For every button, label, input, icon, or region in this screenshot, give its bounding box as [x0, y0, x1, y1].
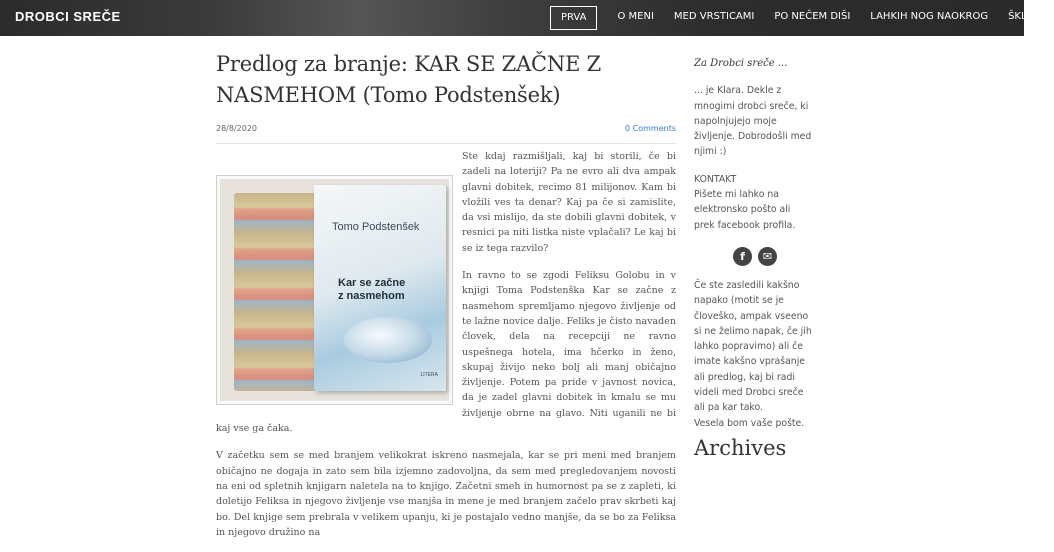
sidebar-heading: Za Drobci sreče ...	[694, 58, 788, 69]
book-publisher: LITERA	[420, 371, 438, 378]
book-cover-title	[338, 277, 405, 303]
contact-text: Pišete mi lahko na elektronsko pošto ali prek facebook profila.	[694, 189, 796, 231]
paragraph-2: In ravno to se zgodi Feliksu Golobu in v knjigi Toma Podstenška Kar se začne z nasmehom spremljamo njegovo življenje od te lažne novice dalje. Feliks je čisto navaden človek, dela na recepciji ne ravno uspešnega hotela, ima hčerko in ženo, skupaj živijo neko bolj ali manj običajno življenje. Potem pa pride v javnost novica, da je zadel glavni dobitek in kmalu se mu življenje obrne na glavo. Niti uganili ne bi kaj vse ga čaka.	[216, 270, 676, 435]
banknotes-image	[234, 193, 322, 391]
post-date: 28/8/2020	[216, 124, 258, 133]
book-author: Tomo Podstenšek	[332, 221, 420, 233]
main-nav	[550, 6, 1054, 30]
book-title-line-2: z nasmehom	[338, 290, 405, 302]
nav-item-po-necem-disi[interactable]: PO NEČEM DIŠI	[774, 11, 851, 22]
book-photo[interactable]	[216, 175, 453, 405]
facebook-icon[interactable]: f	[733, 247, 752, 266]
sidebar-sign: Vesela bom vaše pošte.	[694, 417, 805, 429]
book-cover	[314, 185, 446, 391]
sidebar-note: Če ste zasledili kakšno napako (motit se je človeško, ampak vseeno si ne želimo napak, če jih lahko popravimo) ali če imate kakšno vprašanje ali predlog, kaj bi radi videli med Drobci sreče ali pa kar tako.	[694, 279, 812, 414]
nav-item-prva[interactable]: PRVA	[550, 6, 597, 30]
sidebar-intro: ... je Klara. Dekle z mnogimi drobci sreče, ki napolnjujejo moje življenje. Dobrodošli med njimi :)	[694, 85, 812, 158]
whale-illustration	[344, 317, 432, 363]
post-column	[216, 36, 676, 552]
archives-heading: Archives	[694, 435, 787, 460]
divider	[216, 143, 676, 144]
nav-item-med-vrsticami[interactable]: MED VRSTICAMI	[673, 11, 755, 22]
nav-item-o-meni[interactable]: O MENI	[617, 11, 654, 22]
paragraph-1: Ste kdaj razmišljali, kaj bi storili, če bi zadeli na loteriji? Pa ne evro ali dva ampak glavni dobitek, recimo 81 milijonov. Kam bi vložili ves ta denar? Kaj pa če si zamislite, da vsi mislijo, da ste dobili glavni dobitek, v resnici pa niti listka niste vplačali? Le kaj bi se iz tega razvilo?	[462, 151, 676, 254]
social-icons	[694, 247, 812, 266]
nav-item-lahkih-nog-naokrog[interactable]: LAHKIH NOG NAOKROG	[870, 11, 989, 22]
post-body	[216, 149, 676, 540]
photo-frame	[220, 179, 449, 401]
email-icon[interactable]: ✉	[758, 247, 777, 266]
post-title[interactable]: Predlog za branje: KAR SE ZAČNE Z NASMEHOM (Tomo Podstenšek)	[216, 52, 602, 107]
site-logo[interactable]: DROBCI SREČE	[15, 9, 121, 24]
comments-link[interactable]: 0 Comments	[625, 124, 676, 133]
contact-title: KONTAKT	[694, 173, 737, 185]
book-title-line-1: Kar se začne	[338, 277, 406, 289]
sidebar	[694, 36, 812, 460]
post-meta	[216, 124, 676, 138]
top-navbar	[0, 0, 1045, 36]
paragraph-3: V začetku sem se med branjem velikokrat iskreno nasmejala, kar se pri meni med branjem običajno ne dogaja in zato sem bila izjemno zadovoljna, da sem med pregledovanjem novosti na eni od spletnih knjigarn naletela na to knjigo. Začetni smeh in humornost pa se z zapleti, ki doletijo Feliksa in njegovo življenje vse manjša in mene je med branjem začelo prav skrbeti kaj bo. Del knjige sem prebrala v velikem upanju, ki je postajalo vedno manjše, da se bo za Feliksa in njegovo družino na	[216, 450, 676, 538]
nav-item-skljoc[interactable]: ŠKLJOC	[1008, 11, 1045, 22]
